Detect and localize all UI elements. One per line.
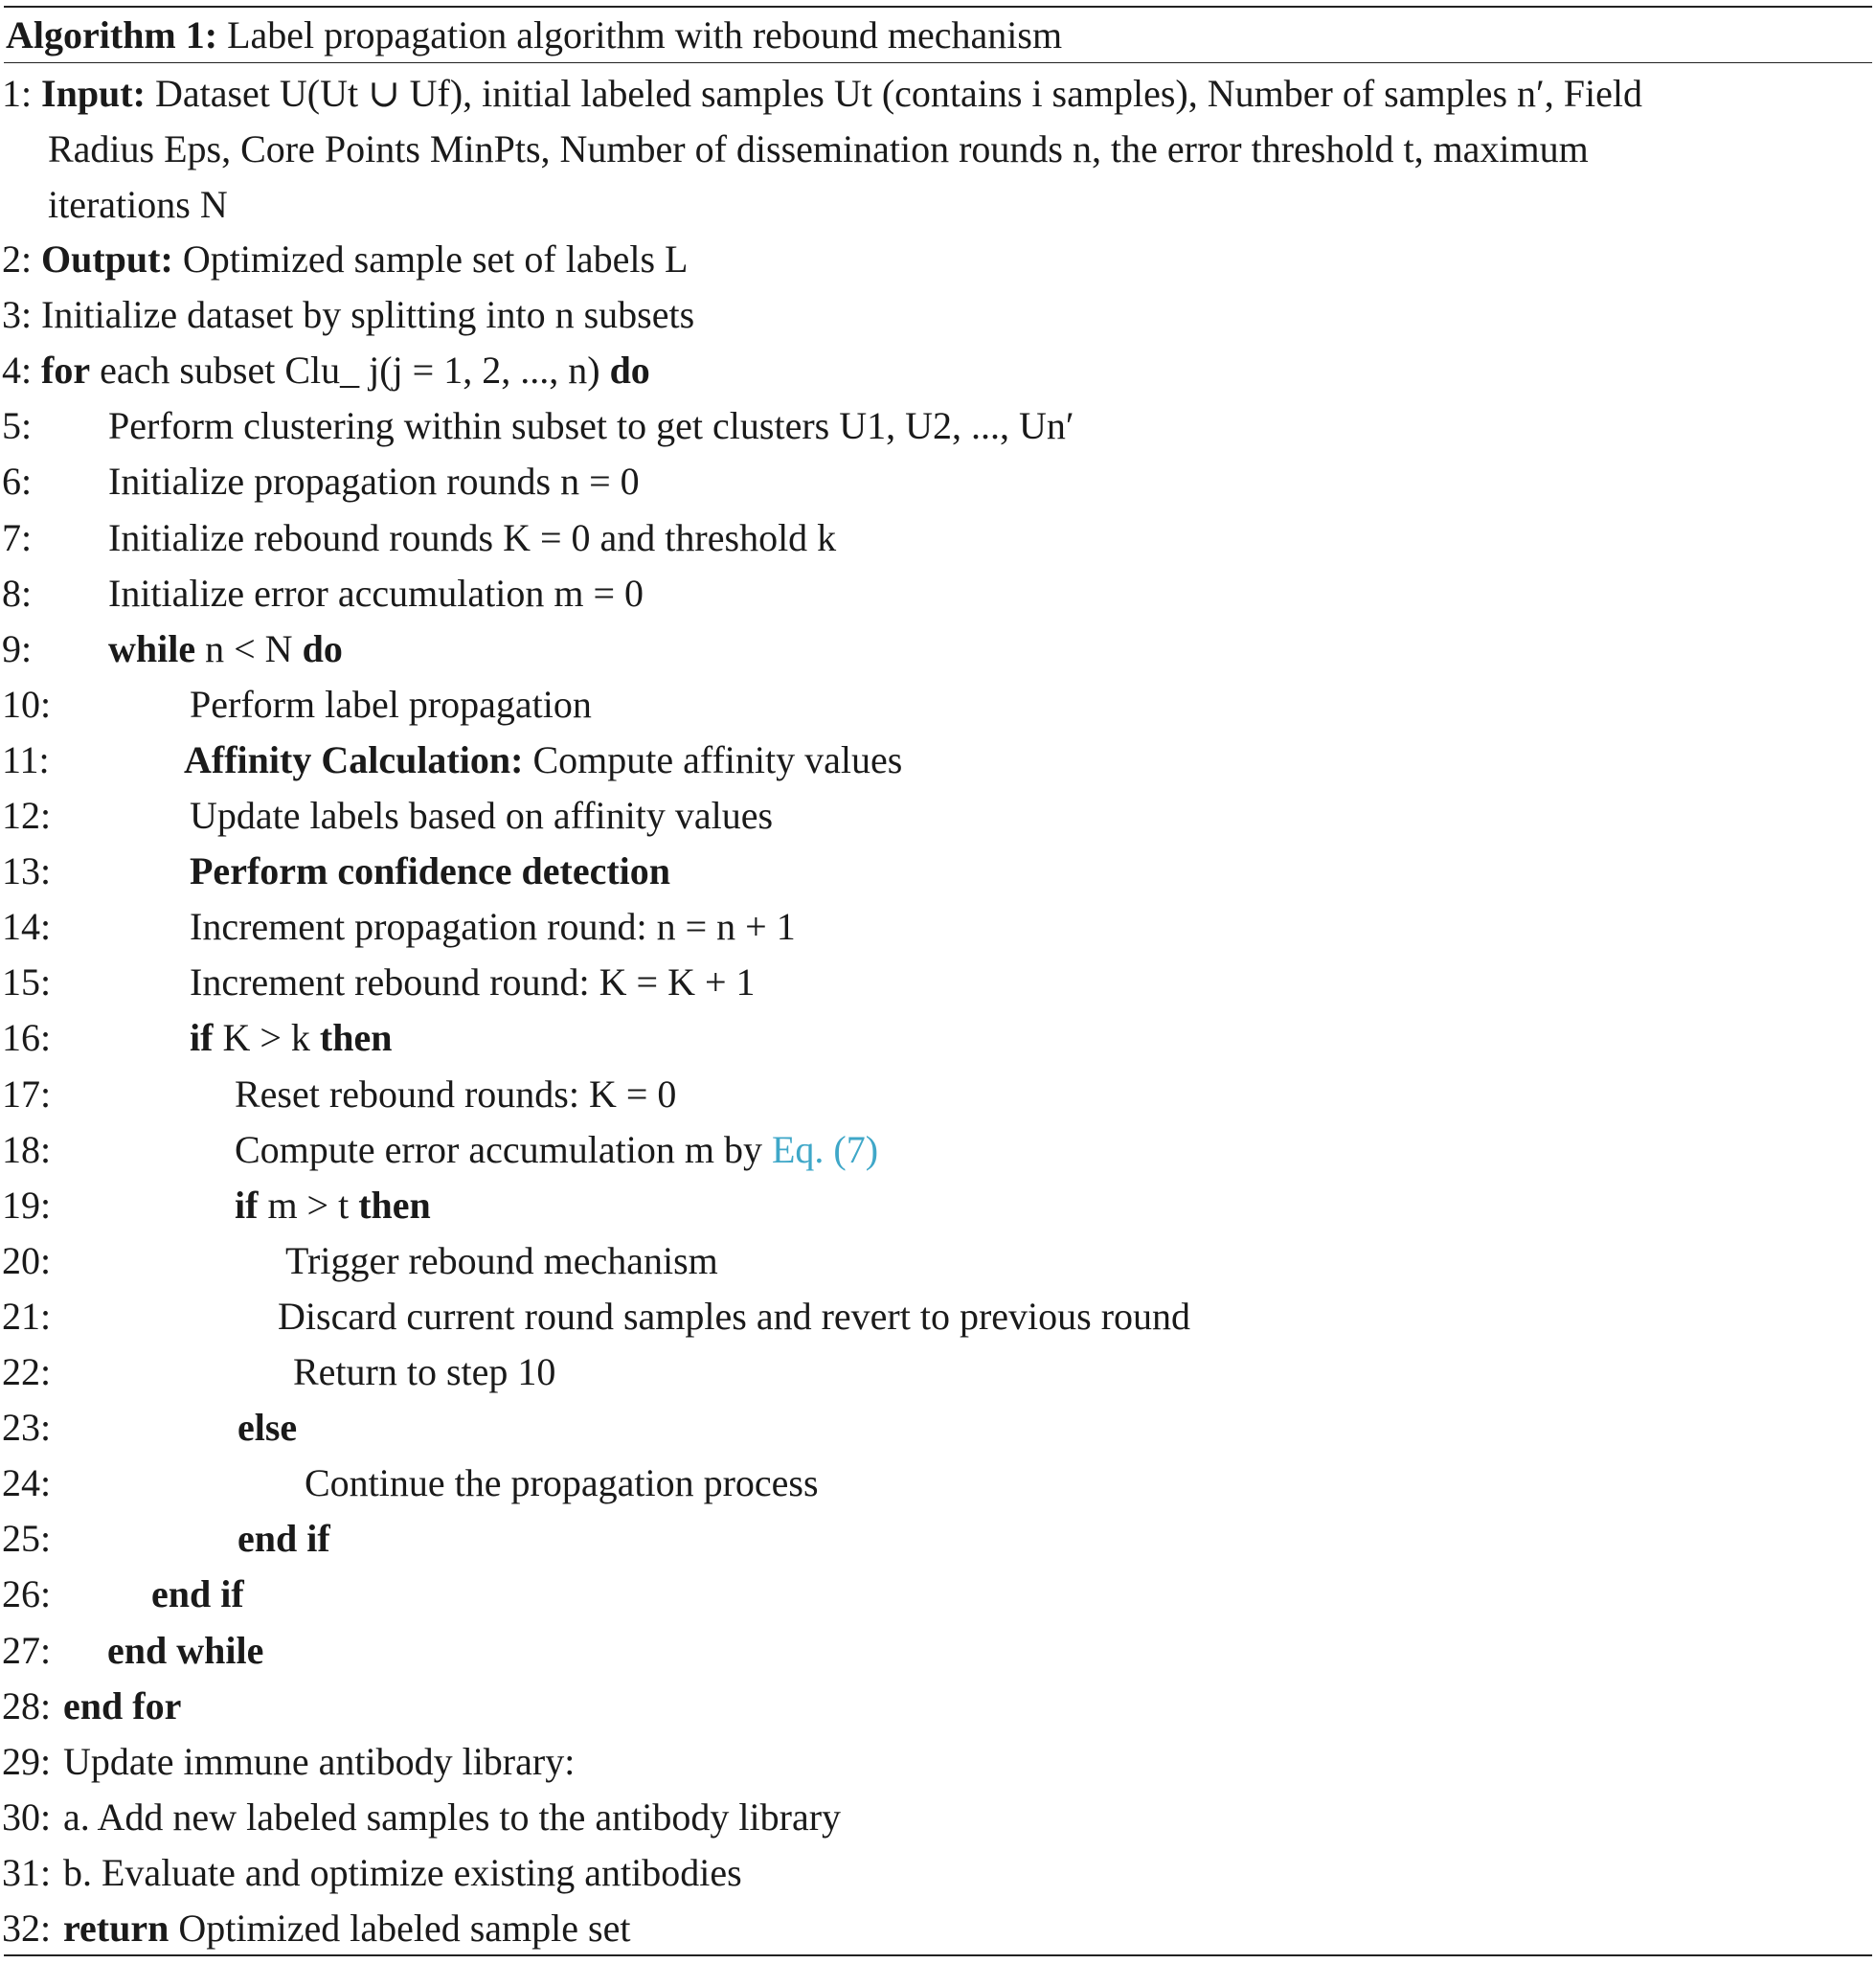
line-number: 19: [2, 1184, 52, 1227]
keyword: if [190, 1016, 214, 1059]
line-number: 13: [2, 849, 52, 892]
line-text [235, 1122, 878, 1178]
line-text [190, 677, 592, 733]
line-text [41, 343, 650, 398]
line-text [190, 955, 756, 1010]
line-text [285, 1233, 718, 1289]
keyword: if [235, 1184, 259, 1227]
line-text [235, 1067, 676, 1122]
line-text [184, 733, 902, 788]
line-text [63, 1679, 181, 1734]
line-number: 11: [2, 738, 50, 781]
keyword: while [108, 627, 196, 670]
statement: Update immune antibody library: [63, 1740, 576, 1783]
line-text [108, 398, 1074, 454]
statement: m > t [267, 1184, 350, 1227]
algorithm-caption [6, 8, 1062, 62]
line-number: 20: [2, 1239, 52, 1282]
line-text [63, 1845, 742, 1901]
line-number: 16: [2, 1016, 52, 1059]
line-text [237, 1511, 330, 1567]
keyword: Perform confidence detection [190, 849, 671, 892]
statement: Return to step 10 [293, 1350, 556, 1393]
line-number: 8: [2, 572, 33, 615]
statement: Initialize error accumulation m = 0 [108, 572, 644, 615]
statement: Increment rebound round: K = K + 1 [190, 960, 756, 1004]
line-number: 6: [2, 460, 33, 503]
line-text [190, 1010, 392, 1066]
line-number: 5: [2, 404, 33, 447]
line-text [108, 566, 644, 621]
line-number: 32: [2, 1907, 52, 1950]
statement: Compute affinity values [532, 738, 903, 781]
line-number: 21: [2, 1295, 52, 1338]
line-number: 3: [2, 293, 33, 336]
line-text [305, 1456, 819, 1511]
line-text [190, 899, 796, 955]
keyword: end if [151, 1572, 244, 1615]
statement: Initialize rebound rounds K = 0 and threshold k [108, 516, 837, 559]
keyword: return [63, 1907, 170, 1950]
statement: Optimized labeled sample set [178, 1907, 631, 1950]
keyword: do [609, 349, 650, 392]
line-text [278, 1289, 1190, 1344]
line-text [41, 232, 688, 287]
statement: Update labels based on affinity values [190, 794, 774, 837]
line-text [235, 1178, 431, 1233]
input-line-2: Radius Eps, Core Points MinPts, Number of dissemination rounds n, the error threshold t, maximum [48, 127, 1589, 170]
line-number: 10: [2, 683, 52, 726]
line-text [41, 287, 694, 343]
statement: Initialize propagation rounds n = 0 [108, 460, 640, 503]
input-text-1: Dataset U(Ut ∪ Uf), initial labeled samples Ut (contains i samples), Number of samples n′, Field [154, 72, 1642, 115]
statement: Compute error accumulation m by [235, 1128, 762, 1171]
statement: Discard current round samples and revert to previous round [278, 1295, 1191, 1338]
keyword: Output: [41, 237, 173, 281]
keyword: end for [63, 1684, 182, 1727]
statement: n < N [205, 627, 293, 670]
keyword: Input: [41, 72, 146, 115]
line-text [151, 1567, 244, 1622]
keyword: end if [237, 1517, 330, 1560]
statement: Increment propagation round: n = n + 1 [190, 905, 796, 948]
statement: Initialize dataset by splitting into n subsets [41, 293, 695, 336]
keyword: then [358, 1184, 431, 1227]
line-text [190, 844, 670, 899]
statement: Trigger rebound mechanism [285, 1239, 718, 1282]
line-number: 28: [2, 1684, 52, 1727]
line-number: 4: [2, 349, 33, 392]
line-number: 7: [2, 516, 33, 559]
keyword: do [302, 627, 343, 670]
line-number: 26: [2, 1572, 52, 1615]
line-number: 23: [2, 1406, 52, 1449]
statement: K > k [222, 1016, 310, 1059]
statement: Perform label propagation [190, 683, 592, 726]
keyword: Affinity Calculation: [184, 738, 524, 781]
line-number: 31: [2, 1851, 52, 1894]
statement: Optimized sample set of labels L [182, 237, 689, 281]
keyword: for [41, 349, 91, 392]
line-text [108, 454, 640, 509]
keyword: end while [107, 1629, 264, 1672]
line-text [108, 510, 836, 566]
line-text [237, 1400, 297, 1456]
statement: Continue the propagation process [305, 1461, 819, 1504]
line-number: 30: [2, 1795, 52, 1839]
statement: Perform clustering within subset to get clusters U1, U2, ..., Un′ [108, 404, 1074, 447]
caption-title: Label propagation algorithm with rebound mechanism [227, 13, 1063, 56]
input-line-1 [41, 66, 1642, 122]
line-text [293, 1344, 555, 1400]
keyword: else [237, 1406, 298, 1449]
line-number: 2: [2, 237, 33, 281]
caption-label: Algorithm 1: [6, 13, 218, 56]
line-text [63, 1790, 841, 1845]
statement: Reset rebound rounds: K = 0 [235, 1072, 677, 1116]
line-number: 1: [2, 72, 33, 115]
line-text [63, 1734, 575, 1790]
keyword: then [319, 1016, 393, 1059]
line-number: 27: [2, 1629, 52, 1672]
line-number: 15: [2, 960, 52, 1004]
line-number: 24: [2, 1461, 52, 1504]
line-number: 25: [2, 1517, 52, 1560]
line-number: 18: [2, 1128, 52, 1171]
equation-link[interactable]: Eq. (7) [771, 1128, 879, 1171]
statement: b. Evaluate and optimize existing antibodies [63, 1851, 742, 1894]
statement: a. Add new labeled samples to the antibody library [63, 1795, 842, 1839]
line-text [63, 1901, 630, 1956]
line-number: 14: [2, 905, 52, 948]
line-number: 29: [2, 1740, 52, 1783]
line-text [107, 1623, 263, 1679]
line-number: 17: [2, 1072, 52, 1116]
statement: each subset Clu_ j(j = 1, 2, ..., n) [100, 349, 600, 392]
line-text [190, 788, 773, 844]
input-line-3: iterations N [48, 183, 228, 226]
caption-rule [4, 62, 1872, 63]
line-number: 9: [2, 627, 33, 670]
line-number: 12: [2, 794, 52, 837]
line-number: 22: [2, 1350, 52, 1393]
line-text [108, 621, 343, 677]
bottom-rule [4, 1954, 1872, 1956]
